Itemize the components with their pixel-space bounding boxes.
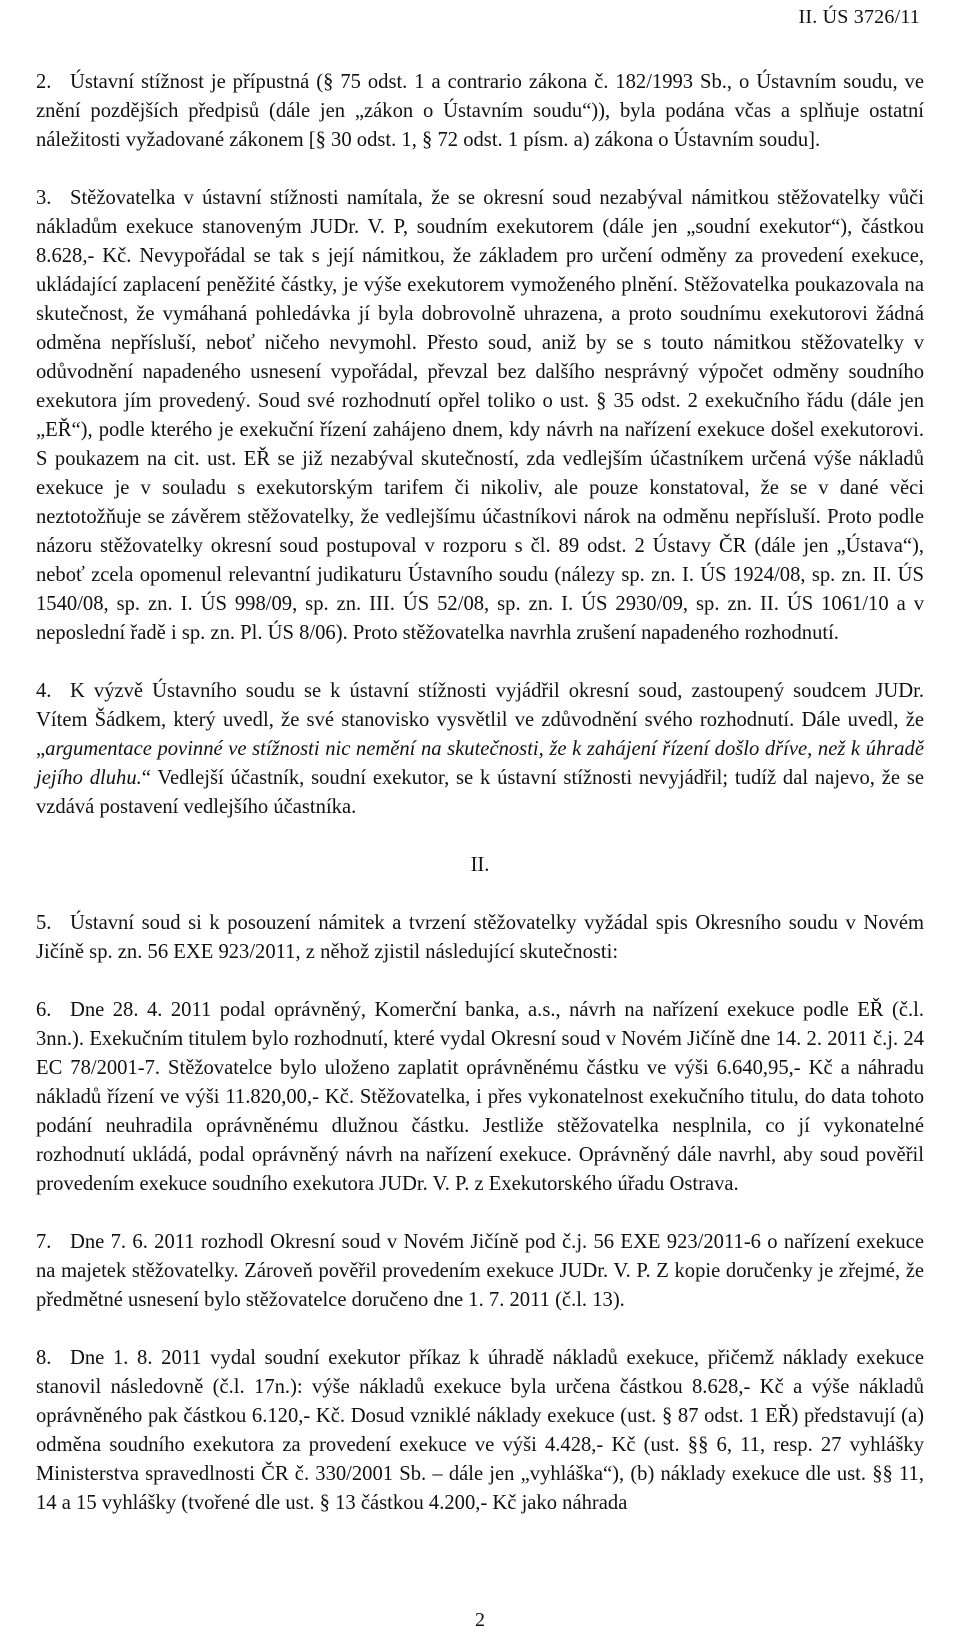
paragraph-5 xyxy=(36,909,924,967)
paragraph-number: 8. xyxy=(36,1347,52,1369)
paragraph-number: 6. xyxy=(36,999,52,1021)
case-number-header: II. ÚS 3726/11 xyxy=(798,6,920,28)
paragraph-6 xyxy=(36,996,924,1199)
paragraph-4 xyxy=(36,677,924,822)
paragraph-2 xyxy=(36,68,924,155)
paragraph-text: Dne 7. 6. 2011 rozhodl Okresní soud v Novém Jičíně pod č.j. 56 EXE 923/2011-6 o nařízení exekuce na majetek stěžovatelky. Zároveň pověřil provedením exekuce JUDr. V. P. Z kopie doručenky je zřejmé, že předmětné usnesení bylo stěžovatelce doručeno dne 1. 7. 2011 (č.l. 13). xyxy=(36,1231,924,1311)
page-number: 2 xyxy=(475,1609,485,1631)
paragraph-number: 7. xyxy=(36,1231,52,1253)
paragraph-text: K výzvě Ústavního soudu se k ústavní stížnosti vyjádřil okresní soud, zastoupený soudcem JUDr. Vítem Šádkem, který uvedl, že své stanovisko vysvětlil ve zdůvodnění svého rozhodnutí. Dále uvedl, že „ xyxy=(36,680,924,760)
paragraph-8 xyxy=(36,1344,924,1518)
paragraph-3 xyxy=(36,184,924,648)
section-heading: II. xyxy=(470,854,490,876)
quoted-court-statement: argumentace povinné ve stížnosti nic nemění na skutečnosti, že k zahájení řízení došlo dříve, než k úhradě jejího dluhu. xyxy=(36,738,924,789)
paragraph-text: Stěžovatelka v ústavní stížnosti namítala, že se okresní soud nezabýval námitkou stěžovatelky vůči nákladům exekuce stanoveným JUDr. V. P, soudním exekutorem (dále jen „soudní exekutor“), částkou 8.628,- Kč. Nevypořádal se tak s její námitkou, že základem pro určení odměny za provedení exekuce, ukládající zaplacení peněžité částky, je výše exekutorem vymoženého plnění. Stěžovatelka poukazovala na skutečnost, že vymáhaná pohledávka jí byla dobrovolně uhrazena, a proto soudnímu exekutorovi žádná odměna nepřísluší, neboť ničeho nevymohl. Přesto soud, aniž by se s touto námitkou stěžovatelky v odůvodnění napadeného usnesení vypořádal, převzal bez dalšího nesprávný výpočet odměny soudního exekutora jím provedený. Soud své rozhodnutí opřel toliko o ust. § 35 odst. 2 exekučního řádu (dále jen „EŘ“), podle kterého je exekuční řízení zahájeno dnem, kdy návrh na nařízení exekuce došel exekutorovi. S poukazem na cit. ust. EŘ se již nezabýval skutečností, zda vedlejším účastníkem určená výše nákladů exekuce je v souladu s exekutorským tarifem či nikoliv, ale pouze konstatoval, že se v dané věci neztotožňuje se závěrem stěžovatelky, že vedlejšímu účastníkovi nárok na odměnu nepřísluší. Proto podle názoru stěžovatelky okresní soud postupoval v rozporu s čl. 89 odst. 2 Ústavy ČR (dále jen „Ústava“), neboť zcela opomenul relevantní judikaturu Ústavního soudu (nálezy sp. zn. I. ÚS 1924/08, sp. zn. II. ÚS 1540/08, sp. zn. I. ÚS 998/09, sp. zn. III. ÚS 52/08, sp. zn. I. ÚS 2930/09, sp. zn. II. ÚS 1061/10 a v neposlední řadě i sp. zn. Pl. ÚS 8/06). Proto stěžovatelka navrhla zrušení napadeného rozhodnutí. xyxy=(36,187,924,644)
paragraph-number: 4. xyxy=(36,680,52,702)
paragraph-7 xyxy=(36,1228,924,1315)
paragraph-text-continued: “ Vedlejší účastník, soudní exekutor, se k ústavní stížnosti nevyjádřil; tudíž dal najevo, že se vzdává postavení vedlejšího účastníka. xyxy=(36,767,924,818)
paragraph-number: 3. xyxy=(36,187,52,209)
paragraph-number: 5. xyxy=(36,912,52,934)
paragraph-text: Dne 1. 8. 2011 vydal soudní exekutor příkaz k úhradě nákladů exekuce, přičemž náklady exekuce stanovil následovně (č.l. 17n.): výše nákladů exekuce byla určena částkou 8.628,- Kč a výše nákladů oprávněného pak částkou 6.120,- Kč. Dosud vzniklé náklady exekuce (ust. § 87 odst. 1 EŘ) představují (a) odměna soudního exekutora za provedení exekuce ve výši 4.428,- Kč (ust. §§ 6, 11, resp. 27 vyhlášky Ministerstva spravedlnosti ČR č. 330/2001 Sb. – dále jen „vyhláška“), (b) náklady exekuce dle ust. §§ 11, 14 a 15 vyhlášky (tvořené dle ust. § 13 částkou 4.200,- Kč jako náhrada xyxy=(36,1347,924,1514)
paragraph-text: Dne 28. 4. 2011 podal oprávněný, Komerční banka, a.s., návrh na nařízení exekuce podle EŘ (č.l. 3nn.). Exekučním titulem bylo rozhodnutí, které vydal Okresní soud v Novém Jičíně dne 14. 2. 2011 č.j. 24 EC 78/2001-7. Stěžovatelce bylo uloženo zaplatit oprávněnému částku ve výši 6.640,95,- Kč a náhradu nákladů řízení ve výši 11.820,00,- Kč. Stěžovatelka, i přes vykonatelnost exekučního titulu, do data tohoto podání neuhradila oprávněnému dlužnou částku. Jestliže stěžovatelka nesplnila, co jí vykonatelné rozhodnutí ukládá, podal oprávněný návrh na nařízení exekuce. Oprávněný dále navrhl, aby soud pověřil provedením exekuce soudního exekutora JUDr. V. P. z Exekutorského úřadu Ostrava. xyxy=(36,999,924,1195)
document-body xyxy=(36,68,924,1518)
paragraph-text: Ústavní stížnost je přípustná (§ 75 odst. 1 a contrario zákona č. 182/1993 Sb., o Ústavním soudu, ve znění pozdějších předpisů (dále jen „zákon o Ústavním soudu“)), byla podána včas a splňuje ostatní náležitosti vyžadované zákonem [§ 30 odst. 1, § 72 odst. 1 písm. a) zákona o Ústavním soudu]. xyxy=(36,71,924,151)
paragraph-text: Ústavní soud si k posouzení námitek a tvrzení stěžovatelky vyžádal spis Okresního soudu v Novém Jičíně sp. zn. 56 EXE 923/2011, z něhož zjistil následující skutečnosti: xyxy=(36,912,924,963)
paragraph-number: 2. xyxy=(36,71,52,93)
